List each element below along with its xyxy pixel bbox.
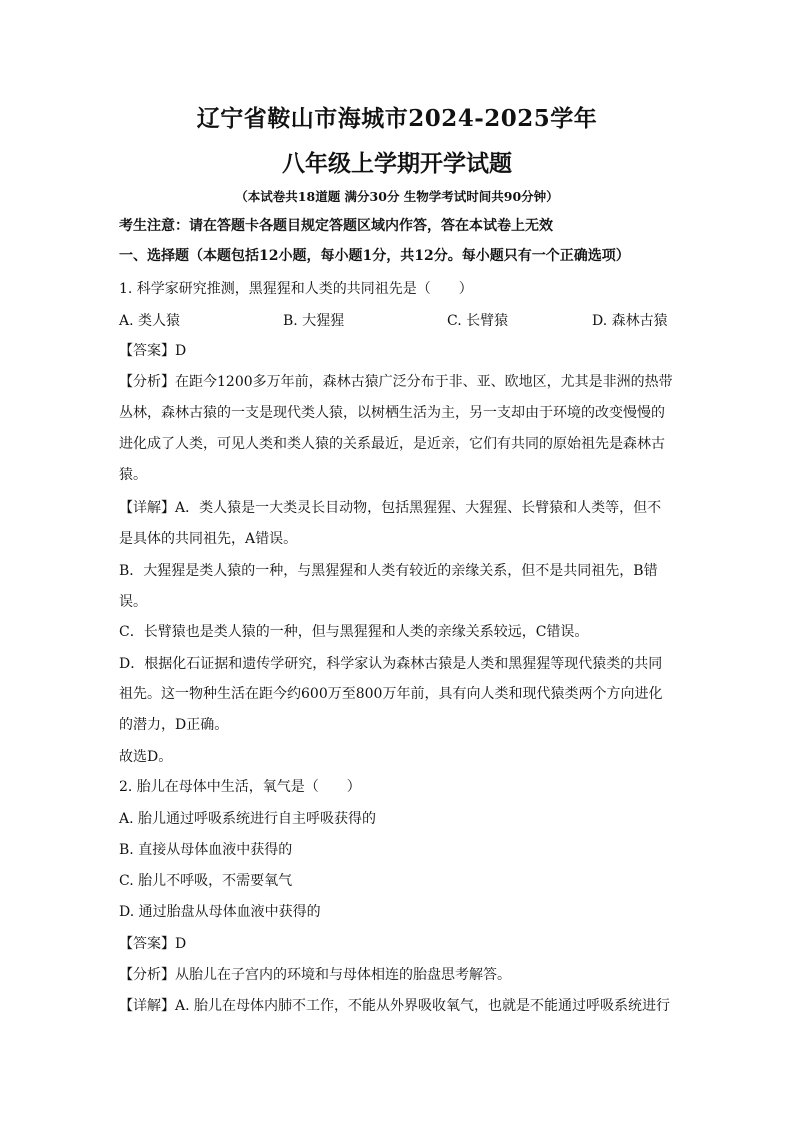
q1-analysis-line: 猿。 (119, 467, 147, 483)
question-2-stem: 2. 胎儿在母体中生活，氧气是（ ） (119, 779, 361, 795)
q1-detail-line: 误。 (119, 594, 147, 610)
q2-option-a: A. 胎儿通过呼吸系统进行自主呼吸获得的 (119, 811, 377, 827)
section-heading: 一、选择题（本题包括12小题，每小题1分，共12分。每小题只有一个正确选项） (119, 248, 630, 264)
q1-option-a: A. 类人猿 (119, 313, 181, 329)
q1-detail-line: 的潜力，D正确。 (119, 717, 229, 733)
q1-detail-line: 是具体的共同祖先，A错误。 (119, 531, 298, 547)
candidate-notice: 考生注意：请在答题卡各题目规定答题区域内作答，答在本试卷上无效 (119, 218, 553, 234)
q2-analysis: 【分析】从胎儿在子宫内的环境和与母体相连的胎盘思考解答。 (119, 967, 511, 983)
q1-detail-line: D．根据化石证据和遗传学研究，科学家认为森林古猿是人类和黑猩猩等现代猿类的共同 (119, 656, 663, 672)
q2-answer: 【答案】D (119, 936, 187, 952)
q1-conclusion: 故选D。 (119, 749, 173, 765)
q2-option-b: B. 直接从母体血液中获得的 (119, 842, 293, 858)
q2-detail-line: 【详解】A. 胎儿在母体内肺不工作，不能从外界吸收氧气，也就是不能通过呼吸系统进行 (119, 998, 671, 1014)
q2-option-c: C. 胎儿不呼吸，不需要氧气 (119, 873, 293, 889)
q1-answer: 【答案】D (119, 343, 187, 359)
question-1-stem: 1. 科学家研究推测，黑猩猩和人类的共同祖先是（ ） (119, 281, 473, 297)
q1-option-b: B. 大猩猩 (283, 313, 345, 329)
q2-option-d: D. 通过胎盘从母体血液中获得的 (119, 904, 321, 920)
q1-detail-line: 祖先。这一物种生活在距今约600万至800万年前，具有向人类和现代猿类两个方向进化 (119, 686, 663, 702)
q1-analysis-line: 丛林，森林古猿的一支是现代类人猿，以树栖生活为主，另一支却由于环境的改变慢慢的 (119, 405, 665, 421)
q1-detail-line: B．大猩猩是类人猿的一种，与黑猩猩和人类有较近的亲缘关系，但不是共同祖先，B错 (119, 563, 658, 579)
document-title-line1: 辽宁省鞍山市海城市2024-2025学年 (196, 105, 598, 132)
q1-option-c: C. 长臂猿 (447, 313, 509, 329)
q1-detail-line: C．长臂猿也是类人猿的一种，但与黑猩猩和人类的亲缘关系较远，C错误。 (119, 624, 589, 640)
exam-subtitle: （本试卷共18道题 满分30分 生物学考试时间共90分钟） (235, 189, 559, 204)
q1-detail-line: 【详解】A．类人猿是一大类灵长目动物，包括黑猩猩、大猩猩、长臂猿和人类等，但不 (119, 500, 662, 516)
q1-option-d: D. 森林古猿 (592, 313, 668, 329)
q1-analysis-line: 【分析】在距今1200多万年前，森林古猿广泛分布于非、亚、欧地区，尤其是非洲的热带 (119, 374, 673, 390)
document-title-line2: 八年级上学期开学试题 (282, 150, 512, 177)
q1-analysis-line: 进化成了人类，可见人类和类人猿的关系最近，是近亲，它们有共同的原始祖先是森林古 (119, 436, 665, 452)
